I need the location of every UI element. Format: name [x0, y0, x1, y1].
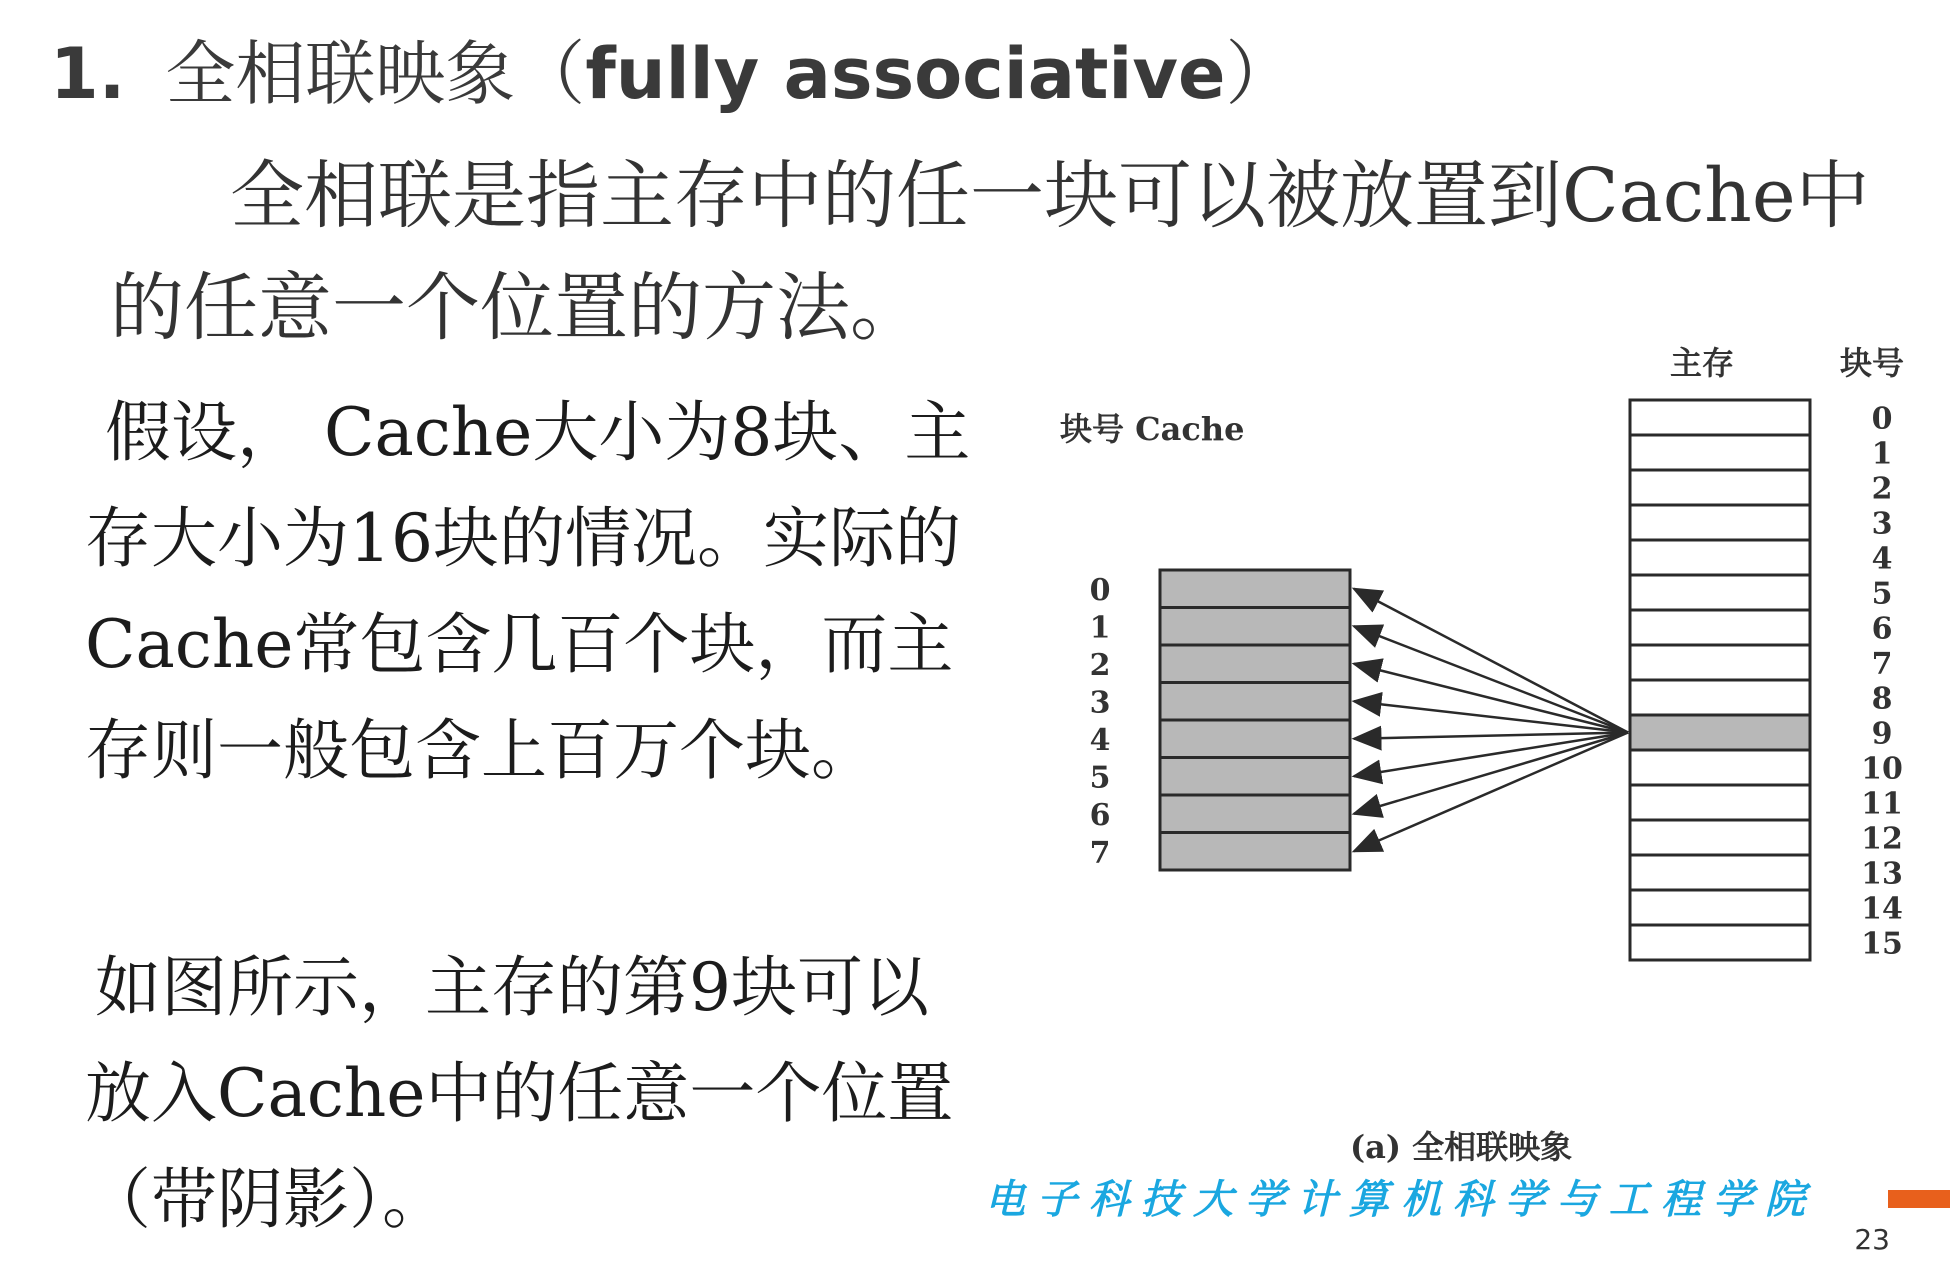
mapping-arrow — [1354, 664, 1628, 733]
cache-header: 块号 Cache — [1060, 410, 1245, 448]
main-memory-header: 主存 — [1670, 344, 1735, 382]
main-block-5 — [1630, 575, 1810, 610]
main-block-8 — [1630, 680, 1810, 715]
diagram-caption: (a) 全相联映象 — [1350, 1128, 1573, 1166]
cache-block-number: 4 — [1089, 722, 1111, 758]
cache-block-number: 2 — [1089, 647, 1111, 683]
slide-title — [50, 18, 1296, 119]
main-block-number: 6 — [1871, 611, 1893, 647]
main-block-number: 12 — [1861, 821, 1903, 857]
cache-block-1 — [1160, 608, 1350, 646]
main-block-number: 13 — [1861, 856, 1903, 892]
title-cn: 全相联映象（ — [165, 33, 586, 115]
main-block-number-header: 块号 — [1840, 344, 1905, 382]
mapping-arrows — [1354, 589, 1628, 852]
main-block-number: 4 — [1871, 541, 1893, 577]
mapping-arrow — [1354, 589, 1628, 733]
main-block-number: 14 — [1861, 891, 1903, 927]
main-block-15 — [1630, 925, 1810, 960]
main-block-number: 1 — [1871, 436, 1893, 472]
main-block-0 — [1630, 400, 1810, 435]
main-block-7 — [1630, 645, 1810, 680]
cache-blocks — [1090, 570, 1350, 870]
main-block-6 — [1630, 610, 1810, 645]
main-block-4 — [1630, 540, 1810, 575]
title-close: ） — [1225, 33, 1296, 115]
cache-block-3 — [1160, 683, 1350, 721]
main-block-number: 10 — [1861, 751, 1903, 787]
cache-block-number: 3 — [1089, 685, 1111, 721]
main-block-number: 7 — [1871, 646, 1893, 682]
cache-block-7 — [1160, 833, 1350, 871]
intro-paragraph: 全相联是指主存中的任一块可以被放置到Cache中的任意一个位置的方法。 — [110, 153, 1870, 351]
main-block-13 — [1630, 855, 1810, 890]
main-block-number: 11 — [1861, 786, 1903, 822]
main-block-1 — [1630, 435, 1810, 470]
main-block-14 — [1630, 890, 1810, 925]
cache-block-number: 6 — [1089, 797, 1111, 833]
main-block-number: 9 — [1871, 716, 1893, 752]
main-block-highlighted — [1630, 715, 1810, 750]
mapping-arrow — [1354, 733, 1628, 852]
title-number: 1. — [50, 33, 126, 115]
main-block-number: 5 — [1871, 576, 1893, 612]
main-block-2 — [1630, 470, 1810, 505]
cache-block-number: 0 — [1089, 572, 1111, 608]
cache-block-number: 5 — [1089, 760, 1111, 796]
assumption-paragraph: 假设， Cache大小为8块、主存大小为16块的情况。实际的Cache常包含几百个块，而主存则一般包含上百万个块。 — [85, 394, 971, 789]
diagram-svg — [1040, 340, 1950, 1170]
decorative-orange-bar — [1888, 1190, 1950, 1208]
cache-block-number: 7 — [1089, 835, 1111, 871]
page-number: 23 — [1854, 1223, 1890, 1256]
main-block-10 — [1630, 750, 1810, 785]
main-block-12 — [1630, 820, 1810, 855]
title-en: fully associative — [585, 33, 1226, 115]
mapping-arrow — [1354, 733, 1628, 814]
cache-block-number: 1 — [1089, 610, 1111, 646]
cache-block-0 — [1160, 570, 1350, 608]
fully-associative-diagram — [1040, 340, 1950, 1170]
cache-block-6 — [1160, 795, 1350, 833]
cache-block-2 — [1160, 645, 1350, 683]
main-block-11 — [1630, 785, 1810, 820]
main-block-number: 0 — [1871, 401, 1893, 437]
main-memory-blocks — [1630, 400, 1903, 962]
cache-block-5 — [1160, 758, 1350, 796]
main-block-number: 15 — [1861, 926, 1903, 962]
main-block-number: 8 — [1871, 681, 1893, 717]
main-block-number: 2 — [1871, 471, 1893, 507]
figure-explanation-paragraph: 如图所示，主存的第9块可以放入Cache中的任意一个位置（带阴影）。 — [85, 949, 954, 1238]
main-block-number: 3 — [1871, 506, 1893, 542]
main-block-3 — [1630, 505, 1810, 540]
watermark-text: 电子科技大学计算机科学与工程学院 — [985, 1177, 1817, 1223]
cache-block-4 — [1160, 720, 1350, 758]
